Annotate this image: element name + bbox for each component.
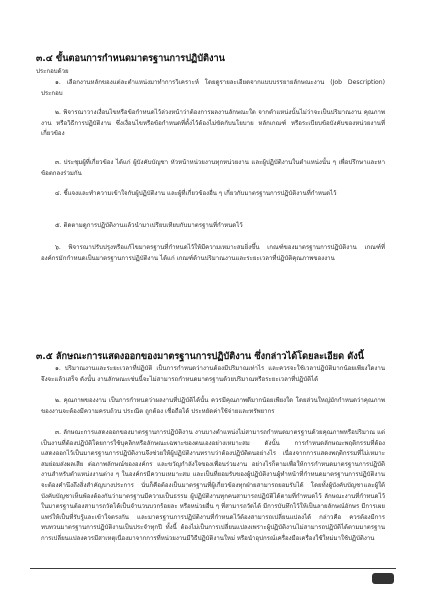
paragraph-3-4-4: ๔. ชี้แจงและทำความเข้าใจกับผู้ปฏิบัติงาน และผู้ที่เกี่ยวข้องอื่น ๆ เกี่ยวกับมาตรฐานการปฏิบัติงานที่กำหนดไว้	[55, 190, 337, 197]
paragraph-3-4-2: ๒. พิจารณาวางเงื่อนไขหรือข้อกำหนดไว้ล่วงหน้าว่าต้องการผลงานลักษณะใด จากตำแหน่งนั้นไม่ว่าจะเป็นปริมาณงาน คุณภาพงาน หรือวิธีการปฏิบัติงาน ซึ่งเงื่อนไขหรือข้อกำหนดที่ตั้งไว้ต้องไม่ขัดกับนโยบาย หลักเกณฑ์ หรือระเบียบข้อบังคับของหน่วยงานที่เกี่ยวข้อง	[41, 109, 385, 138]
paragraph-3-4-6: ๖. พิจารณาปรับปรุงหรือแก้ไขมาตรฐานที่กำหนดไว้ให้มีความเหมาะสมยิ่งขึ้น เกณฑ์ของมาตรฐานการปฏิบัติงาน เกณฑ์ที่องค์กรมักกำหนดเป็นมาตรฐานการปฏิบัติงาน ได้แก่ เกณฑ์ด้านปริมาณงานและระยะเวลาที่ปฏิบัติคุณภาพของงาน	[41, 244, 385, 262]
paragraph-3-4-1: ๑. เลือกงานหลักของแต่ละตำแหน่งมาทำการวิเคราะห์ โดยดูรายละเอียดจากแบบบรรยายลักษณะงาน (Job Description) ประกอบ	[41, 79, 385, 97]
section-intro: ประกอบด้วย	[36, 68, 69, 75]
paragraph-3-5-1: ๑. ปริมาณงานและระยะเวลาที่ปฏิบัติ เป็นการกำหนดว่างานต้องมีปริมาณเท่าไร และควรจะใช้เวลาปฏิบัติมากน้อยเพียงใดงานจึงจะแล้วเสร็จ ดังนั้น งานลักษณะเช่นนี้จะไม่สามารถกำหนดมาตรฐานด้วยปริมาณหรือระยะเวลาที่ปฏิบัติได้	[41, 365, 385, 383]
footer-divider	[30, 568, 396, 569]
paragraph-3-4-3: ๓. ประชุมผู้ที่เกี่ยวข้อง ได้แก่ ผู้บังคับบัญชา หัวหน้าหน่วยงานทุกหน่วยงาน และผู้ปฏิบัติงานในตำแหน่งนั้น ๆ เพื่อปรึกษาและหาข้อตกลงร่วมกัน	[41, 159, 385, 177]
paragraph-3-5-2: ๒. คุณภาพของงาน เป็นการกำหนดว่าผลงานที่ปฏิบัติได้นั้น ควรมีคุณภาพดีมากน้อยเพียงใด โดยส่วนใหญ่มักกำหนดว่าคุณภาพของงานจะต้องมีความครบถ้วน ประณีต ถูกต้อง เชื่อถือได้ ประหยัดค่าใช้จ่ายและทรัพยากร	[41, 397, 385, 415]
section-heading-3-4: ๓.๔ ขั้นตอนการกำหนดมาตรฐานการปฏิบัติงาน	[36, 53, 225, 64]
page-number-badge	[372, 573, 394, 584]
paragraph-3-5-3: ๓. ลักษณะการแสดงออกของมาตรฐานการปฏิบัติงาน งานบางตำแหน่งไม่สามารถกำหนดมาตรฐานด้วยคุณภาพหรือปริมาณ แต่เป็นงานที่ต้องปฏิบัติโดยการใช้บุคลิกหรือลักษณะเฉพาะของตนเองอย่างเหมาะสม ดังนั้น การกำหนดลักษณะพฤติกรรมที่ต้องแสดงออกไว้เป็นมาตรฐานการปฏิบัติงานจึงช่วยให้ผู้ปฏิบัติงานทราบว่าต้องปฏิบัติตนอย่างไร เนื่องจากการแสดงพฤติกรรมที่ไม่เหมาะสมย่อมส่งผลเสีย ต่อภาพลักษณ์ขององค์กร และขวัญกำลังใจของเพื่อนร่วมงาน อย่างไรก็ตามเพื่อให้การกำหนดมาตรฐานการปฏิบัติงานสำหรับตำแหน่งงานต่าง ๆ ในองค์กรมีความเหมาะสม และเป็นที่ยอมรับของผู้ปฏิบัติงานผู้ทำหน้าที่กำหนดมาตรฐานการปฏิบัติงานจะต้องคำนึงถึงสิ่งสำคัญบางประการ นั่นก็คือต้องเป็นมาตรฐานที่ผู้เกี่ยวข้องทุกฝ่ายสามารถยอมรับได้ โดยทั้งผู้บังคับบัญชาและผู้ใต้บังคับบัญชาเห็นพ้องต้องกันว่ามาตรฐานมีความเป็นธรรม ผู้ปฏิบัติงานทุกคนสามารถปฏิบัติได้ตามที่กำหนดไว้ ลักษณะงานที่กำหนดไว้ในมาตรฐานต้องสามารถวัดได้เป็นจำนวนบวกร้อยละ หรือหน่วยอื่น ๆ ที่สามารถวัดได้ มีการบันทึกไว้ให้เป็นลายลักษณ์อักษร มีการเผยแพร่ให้เป็นที่รับรู้และเข้าใจตรงกัน และมาตรฐานการปฏิบัติงานที่กำหนดไว้ต้องสามารถเปลี่ยนแปลงได้ กล่าวคือ ควรต้องมีการทบทวนมาตรฐานการปฏิบัติงานเป็นประจำทุกปี ทั้งนี้ ต้องไม่เป็นการเปลี่ยนแปลงเพราะผู้ปฏิบัติงานไม่สามารถปฏิบัติได้ตามมาตรฐาน การเปลี่ยนแปลงควรมีสาเหตุเนื่องมาจากการที่หน่วยงานมีวิธีปฏิบัติงานใหม่ หรือนำอุปกรณ์เครื่องมือเครื่องใช้ใหม่มาใช้ปฏิบัติงาน	[41, 429, 385, 542]
paragraph-3-4-5: ๕. ติดตามดูการปฏิบัติงานแล้วนำมาเปรียบเทียบกับมาตรฐานที่กำหนดไว้	[55, 222, 243, 229]
section-heading-3-5: ๓.๕ ลักษณะการแสดงออกของมาตรฐานการปฏิบัติงาน ซึ่งกล่าวได้โดยละเอียด ดังนี้	[36, 351, 364, 362]
